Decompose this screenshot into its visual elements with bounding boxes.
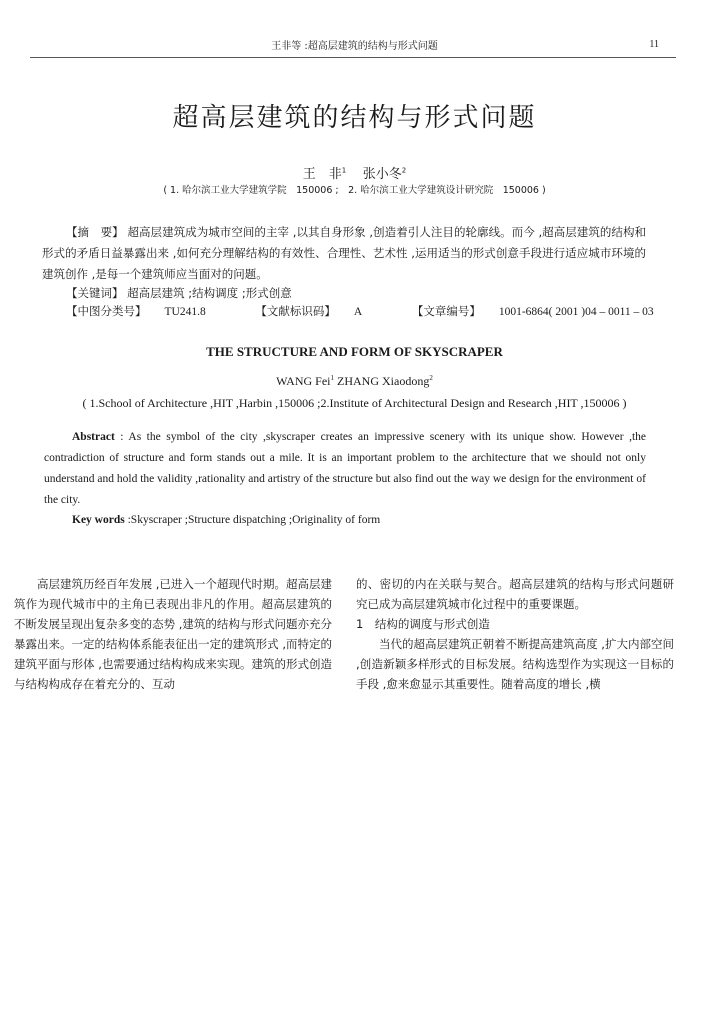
abstract-en-label: Abstract: [72, 431, 115, 443]
body-paragraph: 当代的超高层建筑正朝着不断提高建筑高度 ,扩大内部空间 ,创造新颖多样形式的目标发展。结构选型作为实现这一目标的手段 ,愈来愈显示其重要性。随着高度的增长 ,横: [356, 637, 674, 691]
body-left-column: [14, 574, 332, 694]
affiliation-cn: ( 1. 哈尔滨工业大学建筑学院 150006 ; 2. 哈尔滨工业大学建筑设计研究院 150006 ): [163, 185, 546, 196]
abstract-cn-label: 【摘 要】: [66, 225, 124, 239]
author-en-2-sup: 2: [429, 374, 433, 382]
clc-value: TU241.8: [164, 306, 206, 318]
author-en-2: ZHANG Xiaodong: [337, 374, 430, 388]
article-no-label: 【文章编号】: [411, 304, 481, 318]
clc-label: 【中图分类号】: [66, 304, 147, 318]
abstract-en: Abstract : As the symbol of the city ,skyscraper creates an impressive scenery with its unique show. However ,the contradiction of structure and form stands out a mile. It is an important problem to the architecture that we should not only understand and hold the validity ,rationality and artistry of the structure but also find out the way we design for the environment of the city.: [44, 431, 647, 506]
section-heading: 1 结构的调度与形式创造: [356, 617, 490, 631]
abstract-cn: [42, 222, 646, 285]
doc-code-label: 【文献标识码】: [255, 304, 336, 318]
keywords-cn-text: 超高层建筑 ;结构调度 ;形式创意: [127, 286, 292, 300]
running-head: 王非等 :超高层建筑的结构与形式问题: [271, 41, 438, 52]
author-en-1: WANG Fei: [276, 374, 331, 388]
doc-code-value: A: [353, 306, 363, 318]
keywords-cn: [66, 285, 292, 301]
authors-cn: [0, 163, 709, 182]
header-rule: [30, 57, 676, 58]
author-cn-1-sup: 1: [341, 166, 347, 175]
authors-en: [0, 374, 709, 389]
abstract-cn-text: 超高层建筑成为城市空间的主宰 ,以其自身形象 ,创造着引人注目的轮廓线。而今 ,超高层建筑的结构和形式的矛盾日益暴露出来 ,如何充分理解结构的有效性、合理性、艺术性 ,运用适当的形式创意手段进行适应城市环境的建筑创作 ,是每一个建筑师应当面对的问题。: [42, 225, 647, 281]
author-cn-1: 王 非: [302, 167, 342, 182]
title-en: THE STRUCTURE AND FORM OF SKYSCRAPER: [206, 344, 503, 359]
abstract-en-text: As the symbol of the city ,skyscraper creates an impressive scenery with its unique show. However ,the contradiction of structure and form stands out a mile. It is an important problem to the architecture that we should not only understand and hold the validity ,rationality and artistry of the structure but also find out the way we design for the environment of the city.: [44, 431, 647, 506]
article-no-value: 1001-6864( 2001 )04 – 0011 – 03: [498, 306, 654, 318]
body-right-column: [356, 574, 674, 694]
keywords-en: Key words :Skyscraper ;Structure dispatching ;Originality of form: [72, 514, 381, 526]
body-paragraph: 高层建筑历经百年发展 ,已进入一个超现代时期。超高层建筑作为现代城市中的主角已表现出非凡的作用。超高层建筑的不断发展呈现出复杂多变的态势 ,建筑的结构与形式问题亦充分暴露出来。一定的结构体系能表征出一定的建筑形式 ,而特定的建筑平面与形体 ,也需要通过结构构成来实现。建筑的形式创造与结构构成存在着充分的、互动: [14, 577, 332, 691]
author-en-1-sup: 1: [330, 374, 334, 382]
title-cn: 超高层建筑的结构与形式问题: [172, 103, 537, 133]
page-number: 11: [649, 39, 659, 50]
keywords-en-label: Key words: [72, 514, 125, 526]
author-cn-2: 张小冬: [362, 167, 402, 182]
keywords-cn-label: 【关键词】: [66, 286, 124, 300]
keywords-en-text: Skyscraper ;Structure dispatching ;Originality of form: [130, 514, 381, 526]
classification-row: [66, 303, 672, 319]
author-cn-2-sup: 2: [401, 166, 407, 175]
affiliation-en: ( 1.School of Architecture ,HIT ,Harbin ,150006 ;2.Institute of Architectural Design and Research ,HIT ,150006 ): [82, 396, 627, 410]
body-paragraph: 的、密切的内在关联与契合。超高层建筑的结构与形式问题研究已成为高层建筑城市化过程中的重要课题。: [356, 577, 674, 611]
